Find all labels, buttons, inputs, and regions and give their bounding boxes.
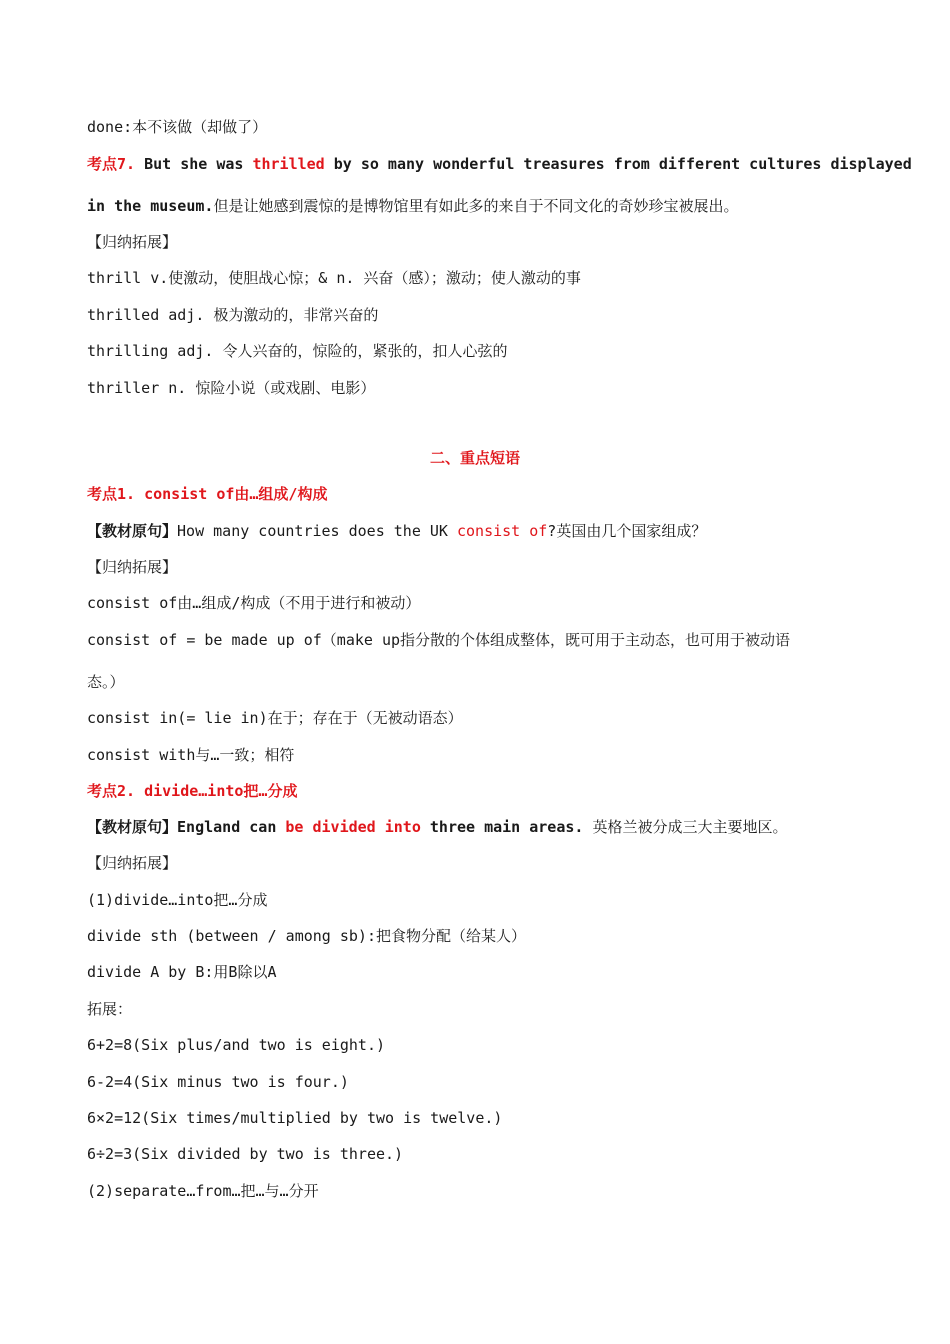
text-line: done:本不该做（却做了） xyxy=(87,118,268,136)
point-7-sentence-cont xyxy=(87,196,738,216)
point-7-sentence xyxy=(87,154,912,174)
textbook-label: 【教材原句】 xyxy=(87,522,178,540)
math-example: 6×2=12(Six times/multiplied by two is twelve.) xyxy=(87,1109,503,1127)
highlight-phrase: be divided into xyxy=(285,818,421,836)
sentence-text: ?英国由几个国家组成？ xyxy=(547,522,707,540)
highlight-word: thrilled xyxy=(252,155,325,173)
textbook-sentence-1 xyxy=(87,521,706,541)
textbook-sentence-2 xyxy=(87,817,787,837)
text-line: consist with与…一致；相符 xyxy=(87,746,295,764)
text-line: thrilled adj. 极为激动的，非常兴奋的 xyxy=(87,306,379,324)
section-label: 【归纳拓展】 xyxy=(87,854,178,872)
math-example: 6+2=8(Six plus/and two is eight.) xyxy=(87,1036,386,1054)
text-line: consist of由…组成/构成（不用于进行和被动） xyxy=(87,594,421,612)
math-example: 6-2=4(Six minus two is four.) xyxy=(87,1073,349,1091)
text-line: thrill v.使激动，使胆战心惊；& n. 兴奋（感）；激动；使人激动的事 xyxy=(87,269,581,287)
sentence-text: by so many wonderful treasures from different cultures displayed xyxy=(324,155,912,173)
sentence-text: How many countries does the UK xyxy=(177,522,457,540)
text-line: consist of = be made up of（make up指分散的个体组成整体，既可用于主动态，也可用于被动语 xyxy=(87,631,791,649)
point-1-title: 考点1. consist of由…组成/构成 xyxy=(87,485,328,503)
section-heading: 二、重点短语 xyxy=(429,449,520,467)
point-label: 考点7. xyxy=(87,155,136,173)
text-line: divide A by B:用B除以A xyxy=(87,963,277,981)
sentence-text: in the museum. xyxy=(87,197,214,215)
section-label: 【归纳拓展】 xyxy=(87,558,178,576)
text-line: (2)separate…from…把…与…分开 xyxy=(87,1182,319,1200)
translation-text: 但是让她感到震惊的是博物馆里有如此多的来自于不同文化的奇妙珍宝被展出。 xyxy=(213,197,739,215)
math-example: 6÷2=3(Six divided by two is three.) xyxy=(87,1145,404,1163)
text-line: thrilling adj. 令人兴奋的，惊险的，紧张的，扣人心弦的 xyxy=(87,342,508,360)
sentence-text: three main areas. xyxy=(420,818,584,836)
text-line: 拓展： xyxy=(87,1000,133,1018)
textbook-label: 【教材原句】 xyxy=(87,818,178,836)
sentence-text: England can xyxy=(177,818,286,836)
section-label: 【归纳拓展】 xyxy=(87,233,178,251)
point-2-title: 考点2. divide…into把…分成 xyxy=(87,782,298,800)
text-line: 态。） xyxy=(87,673,125,691)
text-line: consist in(= lie in)在于；存在于（无被动语态） xyxy=(87,709,463,727)
sentence-text: But she was xyxy=(135,155,253,173)
text-line: thriller n. 惊险小说（或戏剧、电影） xyxy=(87,379,376,397)
highlight-phrase: consist of xyxy=(456,522,548,540)
text-line: (1)divide…into把…分成 xyxy=(87,891,268,909)
translation-text: 英格兰被分成三大主要地区。 xyxy=(583,818,788,836)
text-line: divide sth (between / among sb):把食物分配（给某人） xyxy=(87,927,526,945)
